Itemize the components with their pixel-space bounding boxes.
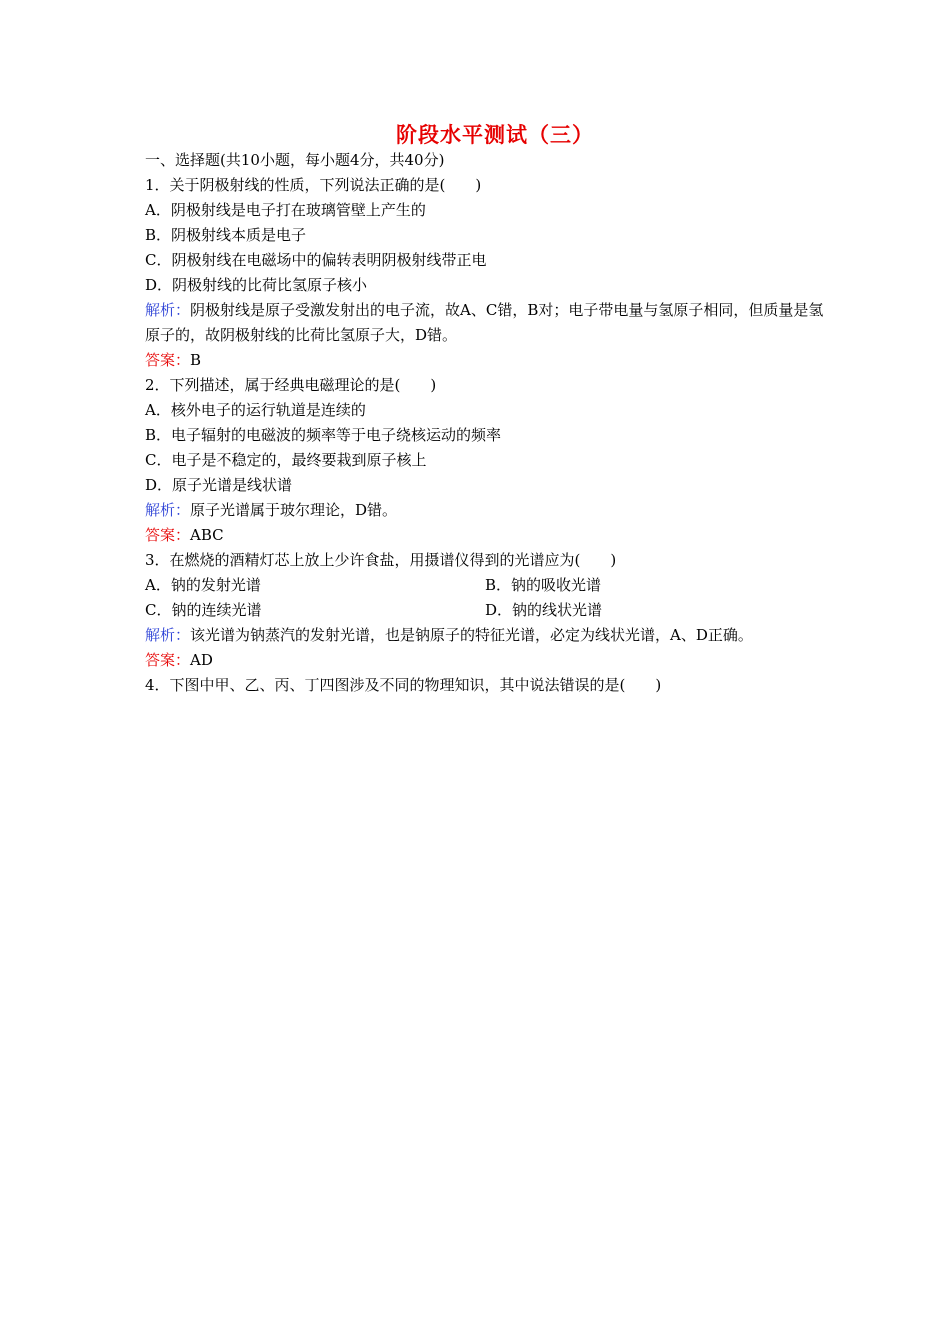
analysis-label: 解析： — [145, 626, 191, 644]
option-d: D．钠的线状光谱 — [485, 601, 603, 619]
answer-value: AD — [190, 651, 213, 669]
option-c: C．阴极射线在电磁场中的偏转表明阴极射线带正电 — [145, 251, 487, 269]
document-page — [145, 118, 825, 698]
answer-value: ABC — [190, 526, 224, 544]
analysis-label: 解析： — [145, 301, 191, 319]
question-stem: 2．下列描述，属于经典电磁理论的是( ) — [145, 376, 437, 394]
analysis-label: 解析： — [145, 501, 191, 519]
question-4 — [145, 673, 825, 698]
option-b: B．钠的吸收光谱 — [485, 576, 602, 594]
option-d: D．原子光谱是线状谱 — [145, 476, 293, 494]
answer — [145, 648, 825, 673]
option-c: C．钠的连续光谱 — [145, 601, 262, 619]
question-2 — [145, 373, 825, 548]
question-3 — [145, 548, 825, 673]
option-c: C．电子是不稳定的，最终要栽到原子核上 — [145, 451, 427, 469]
analysis-text: 该光谱为钠蒸汽的发射光谱，也是钠原子的特征光谱，必定为线状光谱，A、D正确。 — [190, 626, 753, 644]
analysis — [145, 298, 825, 348]
answer-label: 答案： — [145, 651, 191, 669]
question-stem: 4．下图中甲、乙、丙、丁四图涉及不同的物理知识，其中说法错误的是( ) — [145, 676, 662, 694]
question-stem: 3．在燃烧的酒精灯芯上放上少许食盐，用摄谱仪得到的光谱应为( ) — [145, 551, 617, 569]
analysis-text: 原子光谱属于玻尔理论，D错。 — [190, 501, 398, 519]
option-b: B．阴极射线本质是电子 — [145, 226, 307, 244]
answer — [145, 523, 825, 548]
section-heading: 一、选择题(共10小题，每小题4分，共40分) — [145, 151, 445, 169]
option-a: A．阴极射线是电子打在玻璃管壁上产生的 — [145, 201, 426, 219]
analysis — [145, 498, 825, 523]
answer-value: B — [190, 351, 202, 369]
option-row — [145, 598, 825, 623]
answer — [145, 348, 825, 373]
answer-label: 答案： — [145, 526, 191, 544]
analysis — [145, 623, 825, 648]
analysis-text: 阴极射线是原子受激发射出的电子流，故A、C错，B对；电子带电量与氢原子相同，但质量是氢原子的，故阴极射线的比荷比氢原子大，D错。 — [145, 301, 824, 344]
page-title: 阶段水平测试（三） — [396, 122, 594, 147]
option-row — [145, 573, 825, 598]
question-stem: 1．关于阴极射线的性质，下列说法正确的是( ) — [145, 176, 482, 194]
question-1 — [145, 173, 825, 373]
option-b: B．电子辐射的电磁波的频率等于电子绕核运动的频率 — [145, 426, 502, 444]
option-a: A．钠的发射光谱 — [145, 576, 261, 594]
option-d: D．阴极射线的比荷比氢原子核小 — [145, 276, 368, 294]
option-a: A．核外电子的运行轨道是连续的 — [145, 401, 366, 419]
answer-label: 答案： — [145, 351, 191, 369]
